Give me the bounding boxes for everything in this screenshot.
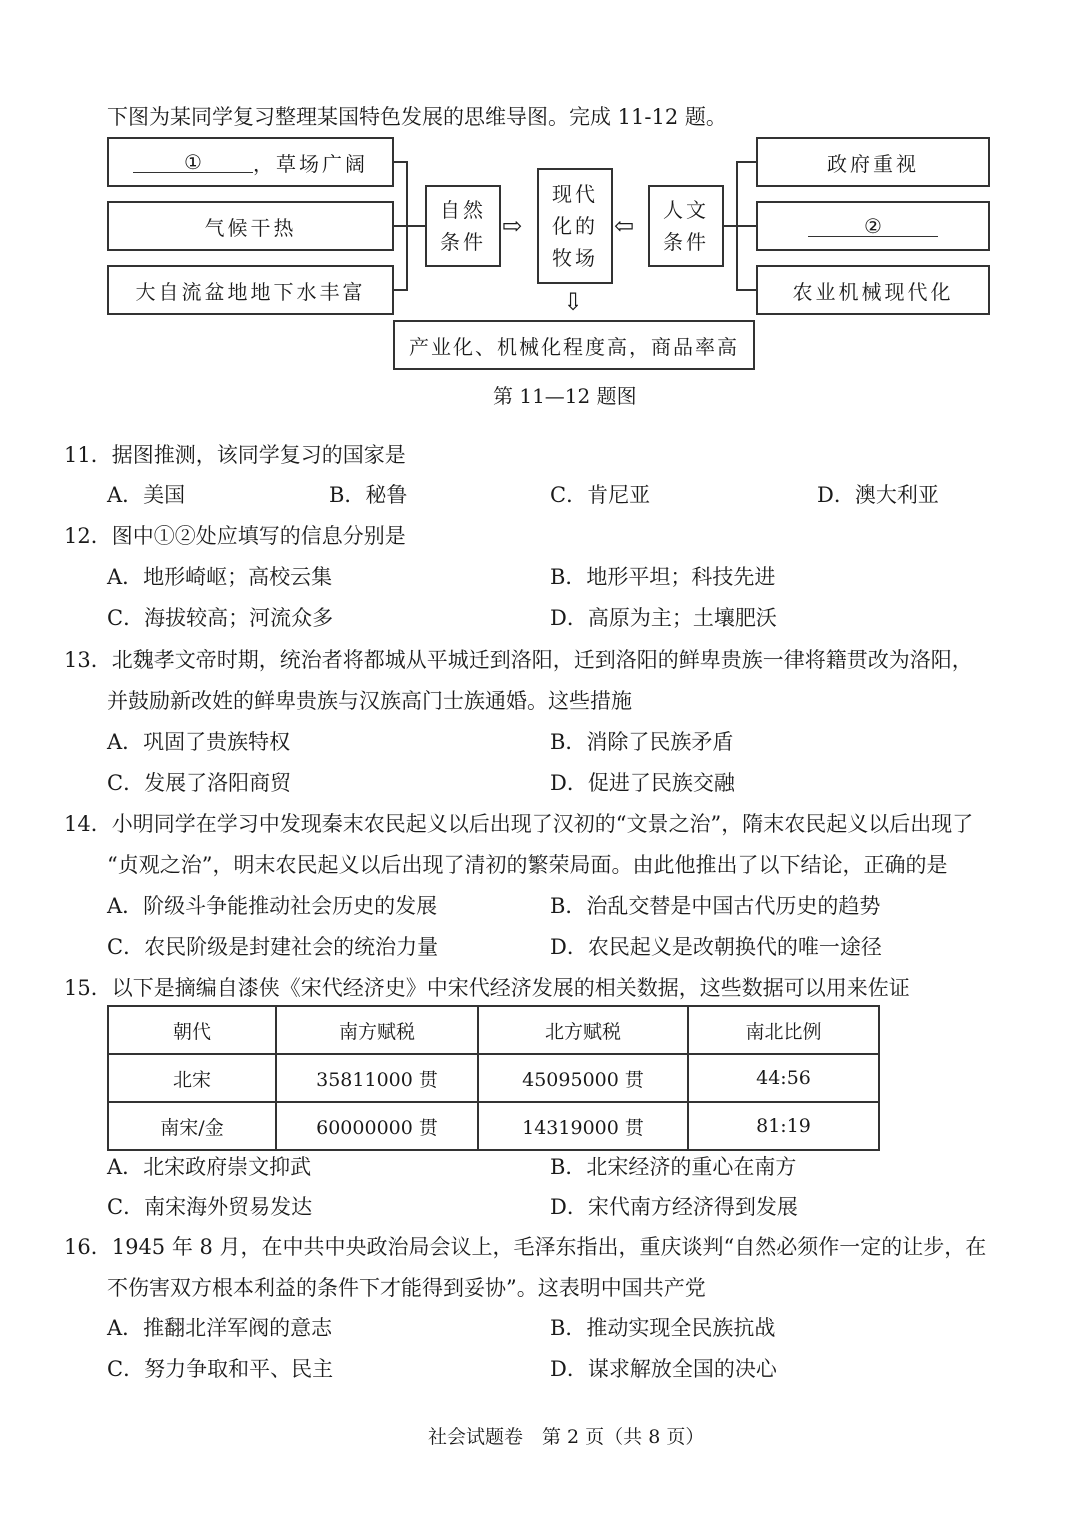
q14-option-c: C．农民阶级是封建社会的统治力量 [107, 935, 439, 959]
page-footer: 社会试题卷 第 2 页（共 8 页） [428, 1426, 705, 1448]
q16-option-d: D．谋求解放全国的决心 [550, 1357, 777, 1381]
q12-option-b: B．地形平坦；科技先进 [550, 565, 776, 589]
natural-conditions-line-2: 条件 [440, 230, 486, 254]
center-line-2: 化的 [552, 214, 598, 238]
q16-option-a: A．推翻北洋军阀的意志 [107, 1316, 333, 1340]
bracket-line [736, 289, 756, 291]
table-cell: 35811000 贯 [276, 1054, 478, 1102]
bracket-line [736, 225, 756, 227]
table-cell: 45095000 贯 [478, 1054, 688, 1102]
center-line-1: 现代 [552, 182, 598, 206]
blank-2-mark: ② [808, 216, 938, 237]
human-conditions-line-2: 条件 [663, 230, 709, 254]
diagram-caption: 第 11—12 题图 [493, 384, 637, 408]
left-box-groundwater: 大自流盆地地下水丰富 [107, 265, 394, 315]
question-11-stem: 11．据图推测，该同学复习的国家是 [64, 443, 406, 467]
q11-option-d: D．澳大利亚 [817, 483, 939, 507]
right-box-machinery: 农业机械现代化 [756, 265, 990, 315]
q12-option-d: D．高原为主；土壤肥沃 [550, 606, 777, 630]
q15-option-c: C．南宋海外贸易发达 [107, 1195, 313, 1219]
q13-option-a: A．巩固了贵族特权 [107, 730, 291, 754]
left-box-climate: 气候干热 [107, 201, 394, 251]
table-row [108, 1054, 879, 1102]
table-row [108, 1102, 879, 1150]
left-arrow-icon: ⇦ [614, 212, 635, 240]
table-header-row [108, 1006, 879, 1054]
human-conditions-box [648, 185, 724, 267]
q12-option-a: A．地形崎岖；高校云集 [107, 565, 333, 589]
table-header-cell: 北方赋税 [478, 1006, 688, 1054]
q14-option-d: D．农民起义是改朝换代的唯一途径 [550, 935, 882, 959]
table-header-cell: 南北比例 [688, 1006, 879, 1054]
question-14-stem-line-2: “贞观之治”，明末农民起义以后出现了清初的繁荣局面。由此他推出了以下结论，正确的是 [107, 853, 948, 877]
q13-option-d: D．促进了民族交融 [550, 771, 735, 795]
q11-option-b: B．秘鲁 [329, 483, 408, 507]
table-cell: 60000000 贯 [276, 1102, 478, 1150]
q11-option-a: A．美国 [107, 483, 186, 507]
question-15-stem: 15．以下是摘编自漆侠《宋代经济史》中宋代经济发展的相关数据，这些数据可以用来佐证 [64, 976, 910, 1000]
center-modern-ranch-box [537, 168, 613, 284]
table-cell: 南宋/金 [108, 1102, 276, 1150]
table-header-cell: 朝代 [108, 1006, 276, 1054]
right-box-blank-2 [756, 201, 990, 251]
table-cell: 81:19 [688, 1102, 879, 1150]
right-box-government: 政府重视 [756, 137, 990, 187]
blank-1-suffix: ，草场广阔 [253, 151, 368, 176]
left-box-blank-1 [107, 137, 394, 187]
table-header-cell: 南方赋税 [276, 1006, 478, 1054]
q15-option-b: B．北宋经济的重心在南方 [550, 1155, 797, 1179]
natural-conditions-box [425, 185, 501, 267]
q16-option-b: B．推动实现全民族抗战 [550, 1316, 776, 1340]
q12-option-c: C．海拔较高；河流众多 [107, 606, 334, 630]
q16-option-c: C．努力争取和平、民主 [107, 1357, 334, 1381]
song-tax-table [107, 1005, 880, 1151]
center-line-3: 牧场 [552, 246, 598, 270]
question-13-stem-line-2: 并鼓励新改姓的鲜卑贵族与汉族高门士族通婚。这些措施 [107, 689, 632, 713]
q14-option-b: B．治乱交替是中国古代历史的趋势 [550, 894, 881, 918]
q15-option-d: D．宋代南方经济得到发展 [550, 1195, 798, 1219]
bracket-line [406, 225, 425, 227]
natural-conditions-line-1: 自然 [440, 198, 486, 222]
down-arrow-icon: ⇩ [563, 288, 584, 316]
table-cell: 北宋 [108, 1054, 276, 1102]
blank-1-mark: ① [133, 152, 253, 173]
q13-option-c: C．发展了洛阳商贸 [107, 771, 292, 795]
q13-option-b: B．消除了民族矛盾 [550, 730, 734, 754]
bracket-line [736, 161, 756, 163]
question-16-stem-line-2: 不伤害双方根本利益的条件下才能得到妥协”。这表明中国共产党 [107, 1276, 706, 1300]
table-cell: 44:56 [688, 1054, 879, 1102]
intro-text: 下图为某同学复习整理某国特色发展的思维导图。完成 11-12 题。 [107, 105, 727, 129]
human-conditions-line-1: 人文 [663, 198, 709, 222]
q11-option-c: C．肯尼亚 [550, 483, 651, 507]
q14-option-a: A．阶级斗争能推动社会历史的发展 [107, 894, 438, 918]
question-16-stem: 16．1945 年 8 月，在中共中央政治局会议上，毛泽东指出，重庆谈判“自然必须作一定的让步，在 [64, 1235, 987, 1259]
question-14-stem: 14．小明同学在学习中发现秦末农民起义以后出现了汉初的“文景之治”，隋末农民起义以后出现了 [64, 812, 974, 836]
bottom-result-box: 产业化、机械化程度高，商品率高 [393, 320, 755, 370]
right-arrow-icon: ⇨ [502, 212, 523, 240]
q15-option-a: A．北宋政府崇文抑武 [107, 1155, 312, 1179]
question-12-stem: 12．图中①②处应填写的信息分别是 [64, 524, 406, 548]
question-13-stem: 13．北魏孝文帝时期，统治者将都城从平城迁到洛阳，迁到洛阳的鲜卑贵族一律将籍贯改为洛阳， [64, 648, 973, 672]
table-cell: 14319000 贯 [478, 1102, 688, 1150]
